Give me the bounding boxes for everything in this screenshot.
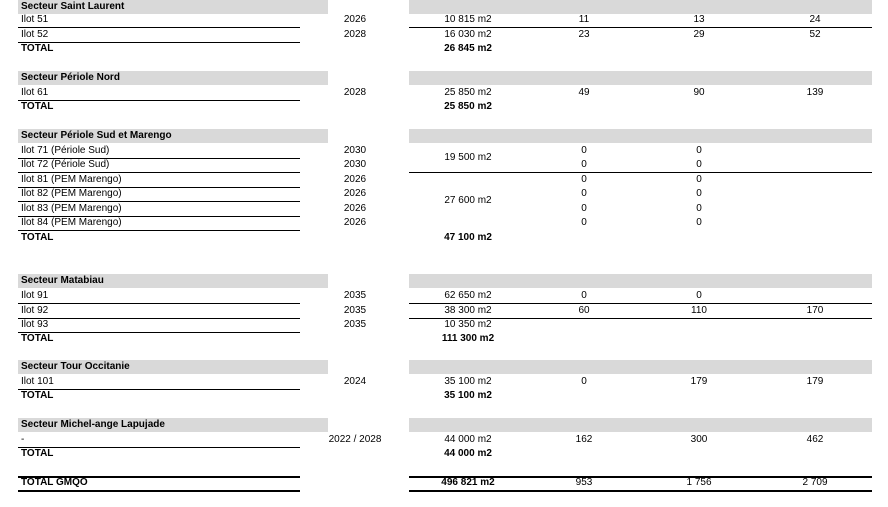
lot-name: Ilot 83 (PEM Marengo) [21,203,122,214]
lot-year: 2026 [343,188,367,199]
total-label: TOTAL [21,390,54,401]
lot-area: 25 850 m2 [444,87,492,98]
section-title: Secteur Tour Occitanie [21,361,130,372]
lot-area: 44 000 m2 [444,434,492,445]
lot-name: Ilot 81 (PEM Marengo) [21,174,122,185]
table-row [0,173,888,188]
lot-year: 2028 [343,87,367,98]
lot-year: 2024 [343,376,367,387]
grand-total-label: TOTAL GMQO [21,477,88,488]
value-a: 0 [581,203,587,214]
value-b: 0 [696,203,702,214]
lot-name: Ilot 101 [21,376,54,387]
value-a: 60 [578,305,590,316]
section-header-bar [409,360,872,374]
lot-name: Ilot 84 (PEM Marengo) [21,217,122,228]
value-a: 0 [581,145,587,156]
lot-name: Ilot 51 [21,14,49,25]
lot-year: 2026 [343,14,367,25]
table-row [0,375,888,390]
value-a: 0 [581,217,587,228]
grand-total-c: 2 709 [802,477,828,488]
table-row [0,202,888,217]
lot-year: 2026 [343,203,367,214]
total-row [0,231,888,246]
lot-name: Ilot 92 [21,305,49,316]
lot-area: 35 100 m2 [444,376,492,387]
section-header-bar [409,71,872,85]
total-label: TOTAL [21,448,54,459]
total-row [0,332,888,347]
value-a: 11 [578,14,590,25]
lot-name: Ilot 93 [21,319,49,330]
table-row [0,289,888,304]
value-b: 0 [696,290,702,301]
total-area: 26 845 m2 [444,43,492,54]
value-a: 49 [578,87,590,98]
lot-area: 62 650 m2 [444,290,492,301]
table-row [0,216,888,231]
grand-total-area: 496 821 m2 [441,477,495,488]
value-b: 0 [696,217,702,228]
value-c: 52 [809,29,821,40]
section-header-bar [409,274,872,288]
lot-name: Ilot 91 [21,290,49,301]
lot-year: 2035 [343,290,367,301]
table-row [0,304,888,319]
grand-total-bottom-rule [409,490,872,492]
total-area: 25 850 m2 [444,101,492,112]
table-row [0,13,888,28]
value-b: 29 [693,29,705,40]
value-b: 0 [696,188,702,199]
section-header-bar [409,418,872,432]
lot-year: 2026 [343,174,367,185]
lot-year: 2030 [343,159,367,170]
lot-name: Ilot 71 (Périole Sud) [21,145,110,156]
merged-area: 19 500 m2 [444,152,492,163]
lot-name: Ilot 72 (Périole Sud) [21,159,110,170]
section-header-bar [409,129,872,143]
total-row [0,100,888,115]
total-row [0,389,888,404]
total-label: TOTAL [21,101,54,112]
value-a: 23 [578,29,590,40]
total-area: 47 100 m2 [444,232,492,243]
lot-year: 2026 [343,217,367,228]
value-a: 0 [581,159,587,170]
total-area: 44 000 m2 [444,448,492,459]
value-c: 179 [806,376,824,387]
value-b: 0 [696,174,702,185]
value-a: 0 [581,290,587,301]
section-title: Secteur Michel-ange Lapujade [21,419,165,430]
value-b: 0 [696,159,702,170]
lot-name: Ilot 61 [21,87,49,98]
value-b: 13 [693,14,705,25]
grand-total-b: 1 756 [686,477,712,488]
lot-name: Ilot 52 [21,29,49,40]
lot-year: 2035 [343,305,367,316]
table-row [0,28,888,43]
lot-year: 2022 / 2028 [328,434,382,445]
value-b: 90 [693,87,705,98]
value-a: 162 [575,434,593,445]
value-b: 0 [696,145,702,156]
grand-total-row [0,476,888,491]
value-a: 0 [581,174,587,185]
lot-year: 2030 [343,145,367,156]
total-label: TOTAL [21,232,54,243]
value-a: 0 [581,188,587,199]
lot-name: Ilot 82 (PEM Marengo) [21,188,122,199]
table-row [0,433,888,448]
grand-total-bottom-rule [18,490,300,492]
total-label: TOTAL [21,333,54,344]
value-b: 179 [690,376,708,387]
total-area: 111 300 m2 [441,333,495,344]
value-b: 110 [691,305,707,316]
lot-area: 10 815 m2 [444,14,492,25]
value-c: 462 [806,434,824,445]
value-c: 24 [809,14,821,25]
lot-year: 2028 [343,29,367,40]
lot-area: 38 300 m2 [444,305,492,316]
section-title: Secteur Périole Nord [21,72,120,83]
value-b: 300 [690,434,708,445]
lot-year: 2035 [343,319,367,330]
table-row [0,318,888,333]
value-c: 170 [806,305,824,316]
table-row [0,86,888,101]
value-a: 0 [581,376,587,387]
lot-area: 16 030 m2 [444,29,492,40]
total-label: TOTAL [21,43,54,54]
total-row [0,447,888,462]
section-title: Secteur Saint Laurent [21,1,125,12]
lot-name: - [21,434,25,445]
total-area: 35 100 m2 [444,390,492,401]
section-title: Secteur Périole Sud et Marengo [21,130,172,141]
section-header-bar [409,0,872,14]
value-c: 139 [806,87,824,98]
lot-area: 10 350 m2 [444,319,492,330]
section-title: Secteur Matabiau [21,275,104,286]
merged-area: 27 600 m2 [444,195,492,206]
grand-total-a: 953 [575,477,593,488]
total-row [0,42,888,57]
